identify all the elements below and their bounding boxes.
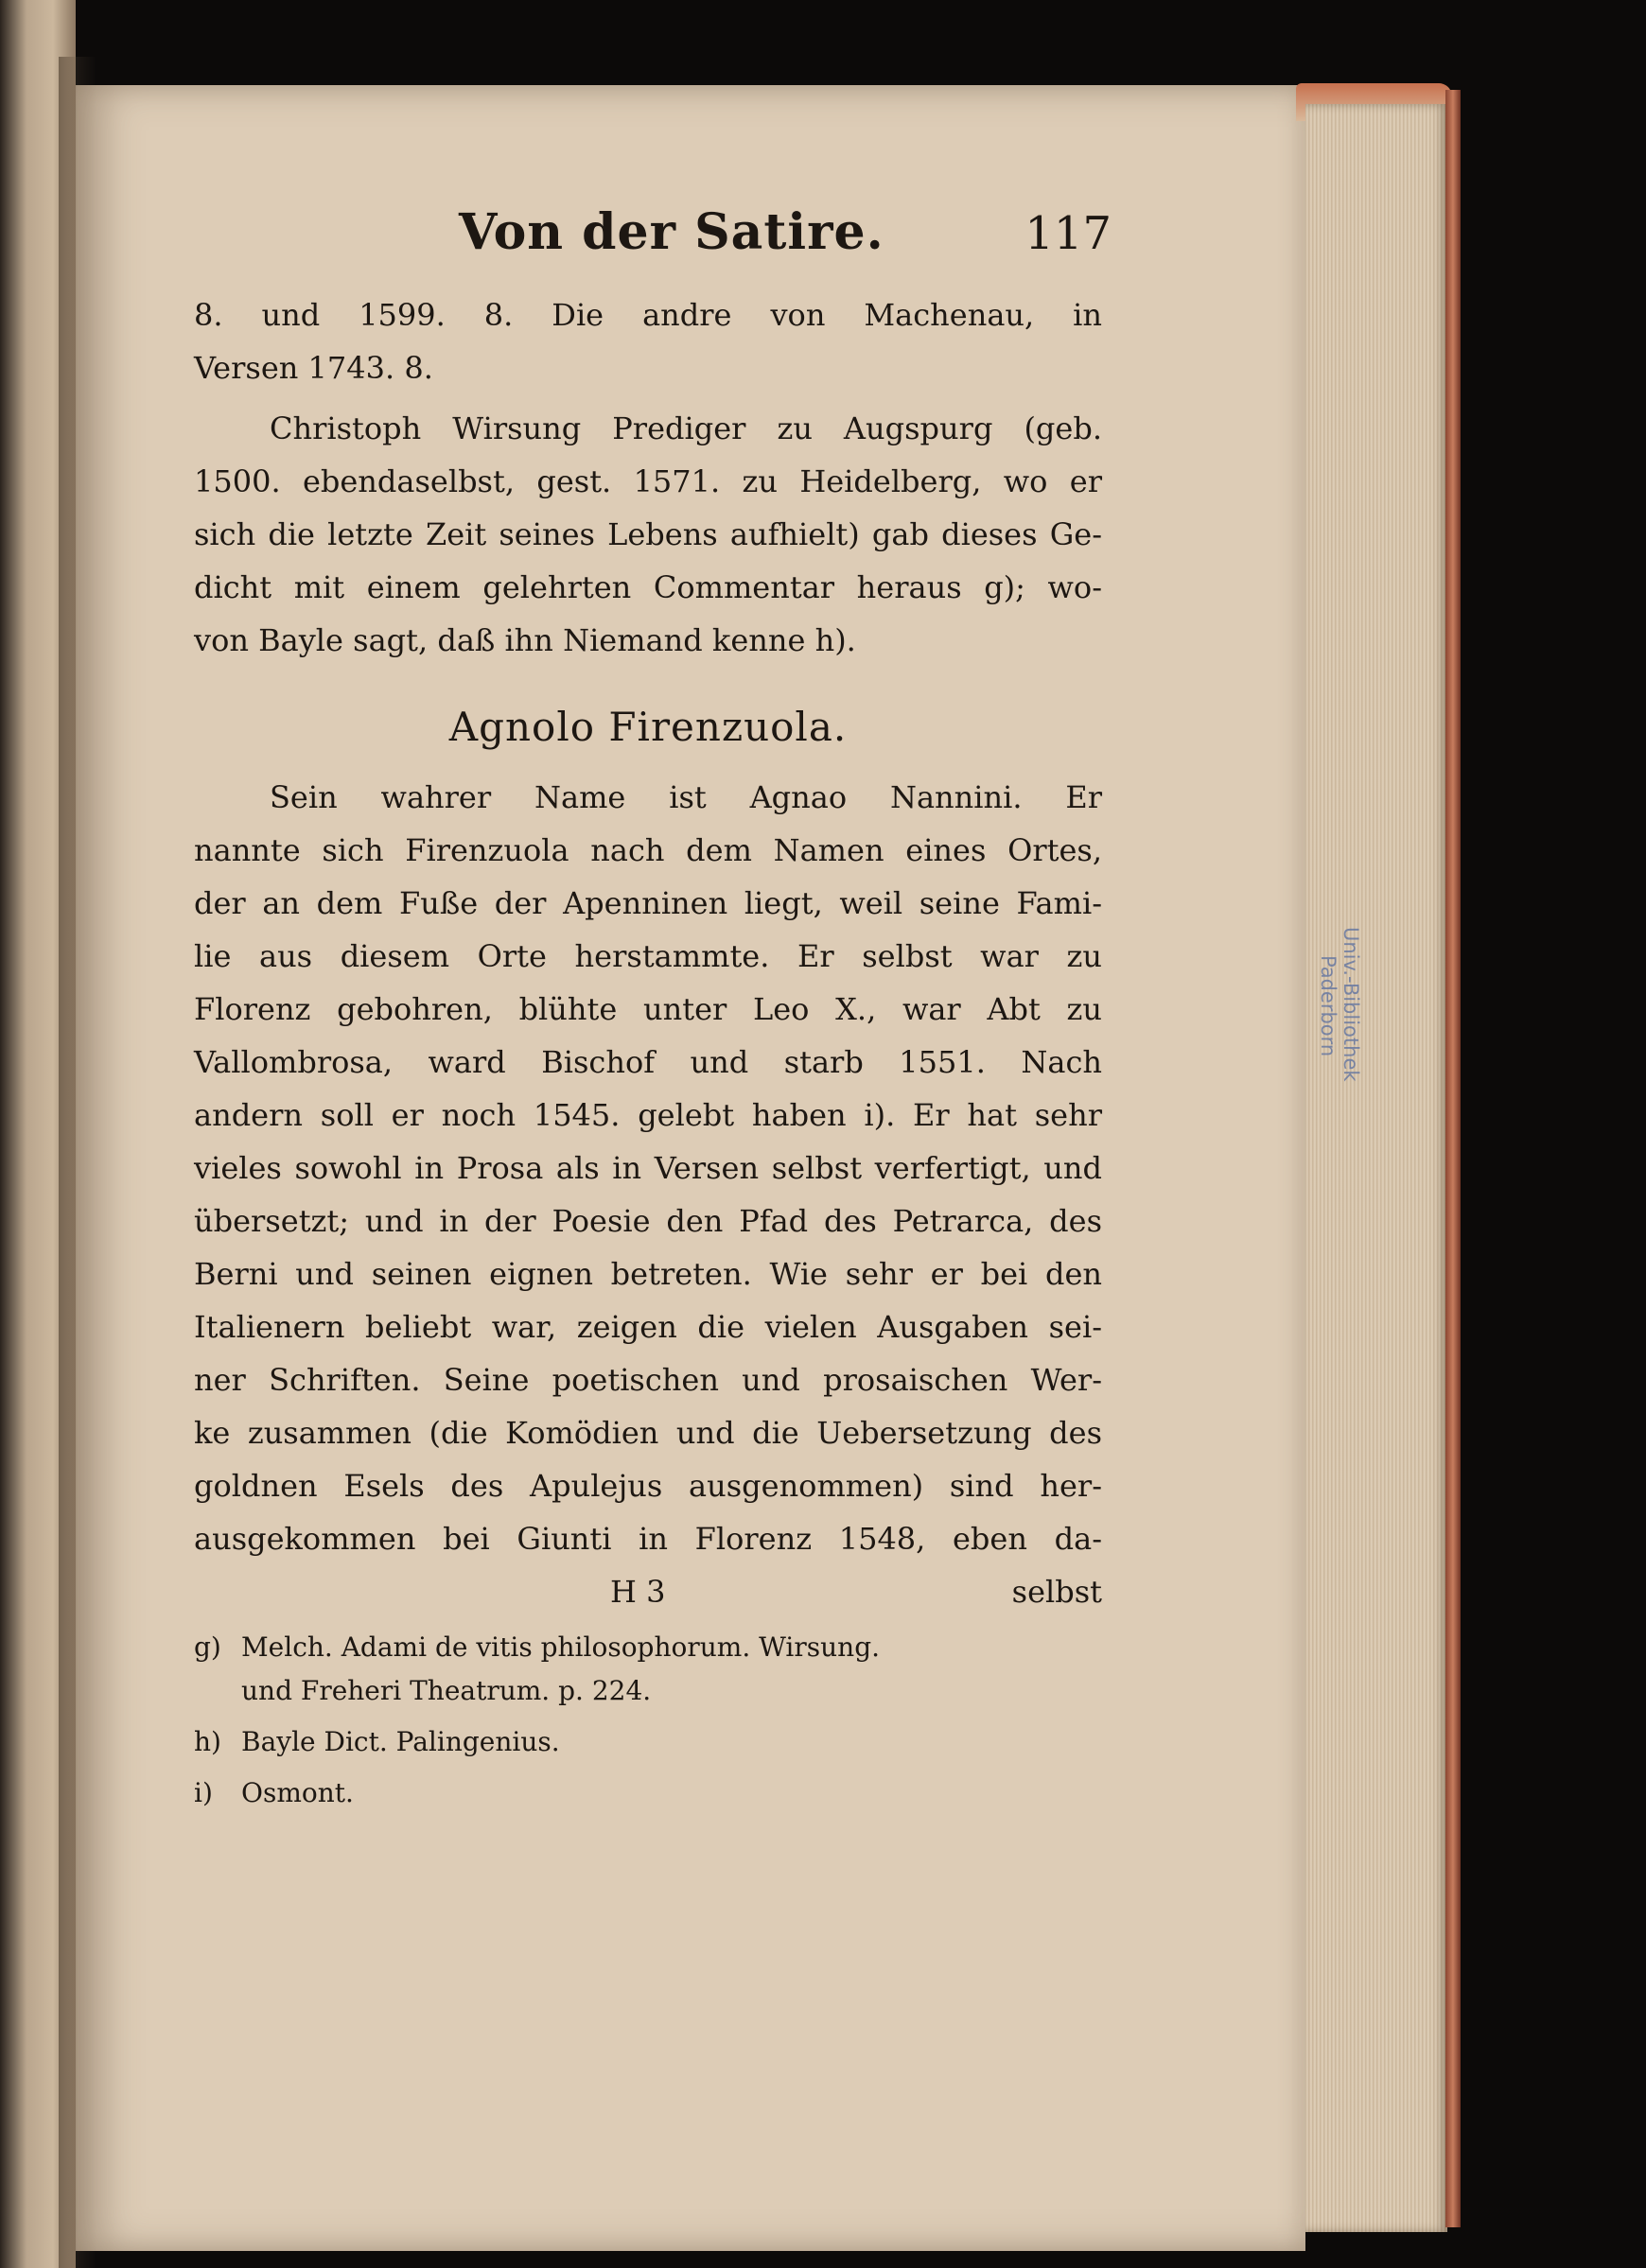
text-line: ausgekommen bei Giunti in Florenz 1548, eben da- — [194, 1521, 1102, 1557]
book-gutter — [59, 57, 96, 2268]
text-line: Florenz gebohren, blühte unter Leo X., war Abt zu — [194, 991, 1102, 1027]
stamp-line-2: Paderborn — [1317, 955, 1340, 1057]
running-title: Von der Satire. — [459, 203, 884, 261]
text-line: nannte sich Firenzuola nach dem Namen eines Ortes, — [194, 832, 1102, 868]
footnote-h — [194, 1720, 1102, 1764]
footnote-text: Bayle Dict. Palingenius. — [241, 1726, 560, 1757]
library-stamp — [1317, 927, 1377, 1182]
stamp-line-1: Univ.-Bibliothek — [1340, 927, 1362, 1082]
text-line: von Bayle sagt, daß ihn Niemand kenne h). — [194, 622, 856, 658]
text-line: der an dem Fuße der Apenninen liegt, weil seine Fami- — [194, 885, 1102, 921]
section-heading: Agnolo Firenzuola. — [448, 704, 848, 750]
text-line: Italienern beliebt war, zeigen die vielen Ausgaben sei- — [194, 1309, 1102, 1345]
page-header — [194, 203, 1112, 288]
book-cover-edge — [1445, 90, 1461, 2227]
text-line: ke zusammen (die Komödien und die Uebersetzung des — [194, 1415, 1102, 1451]
footnote-g — [194, 1626, 1102, 1669]
page-text — [194, 203, 1112, 1815]
text-line: 8. und 1599. 8. Die andre von Machenau, in — [194, 297, 1102, 333]
text-line: vieles sowohl in Prosa als in Versen selbst verfertigt, und — [194, 1150, 1102, 1186]
text-line: Versen 1743. 8. — [194, 350, 433, 386]
footnote-text: und Freheri Theatrum. p. 224. — [241, 1675, 652, 1706]
text-line: lie aus diesem Orte herstammte. Er selbst war zu — [194, 938, 1102, 974]
footnote-i — [194, 1771, 1102, 1815]
footnote-text: Osmont. — [241, 1777, 354, 1808]
signature-row — [194, 1565, 1102, 1618]
paragraph-3 — [194, 771, 1102, 1565]
footnote-mark: h) — [194, 1726, 221, 1757]
text-line: Berni und seinen eignen betreten. Wie sehr er bei den — [194, 1256, 1102, 1292]
text-line: goldnen Esels des Apulejus ausgenommen) sind her- — [194, 1468, 1102, 1504]
text-line: Christoph Wirsung Prediger zu Augspurg (geb. — [270, 410, 1102, 446]
text-line: übersetzt; und in der Poesie den Pfad des Petrarca, des — [194, 1203, 1102, 1239]
text-line: dicht mit einem gelehrten Commentar heraus g); wo- — [194, 569, 1102, 605]
catchword: selbst — [1011, 1574, 1102, 1610]
paragraph-1 — [194, 288, 1102, 394]
text-line: sich die letzte Zeit seines Lebens aufhielt) gab dieses Ge- — [194, 516, 1102, 552]
text-line: 1500. ebendaselbst, gest. 1571. zu Heidelberg, wo er — [194, 463, 1102, 499]
text-line: andern soll er noch 1545. gelebt haben i). Er hat sehr — [194, 1097, 1102, 1133]
footnote-mark: g) — [194, 1631, 221, 1663]
paragraph-2 — [194, 402, 1102, 667]
footnote-mark: i) — [194, 1777, 213, 1808]
footnotes — [194, 1626, 1102, 1815]
page-number: 117 — [1024, 207, 1112, 260]
text-line: Vallombrosa, ward Bischof und starb 1551. Nach — [194, 1044, 1102, 1080]
text-line: ner Schriften. Seine poetischen und prosaischen Wer- — [194, 1362, 1102, 1398]
signature-mark: H 3 — [610, 1574, 666, 1610]
text-line: Sein wahrer Name ist Agnao Nannini. Er — [270, 779, 1102, 815]
footnote-text: Melch. Adami de vitis philosophorum. Wirsung. — [241, 1631, 881, 1663]
